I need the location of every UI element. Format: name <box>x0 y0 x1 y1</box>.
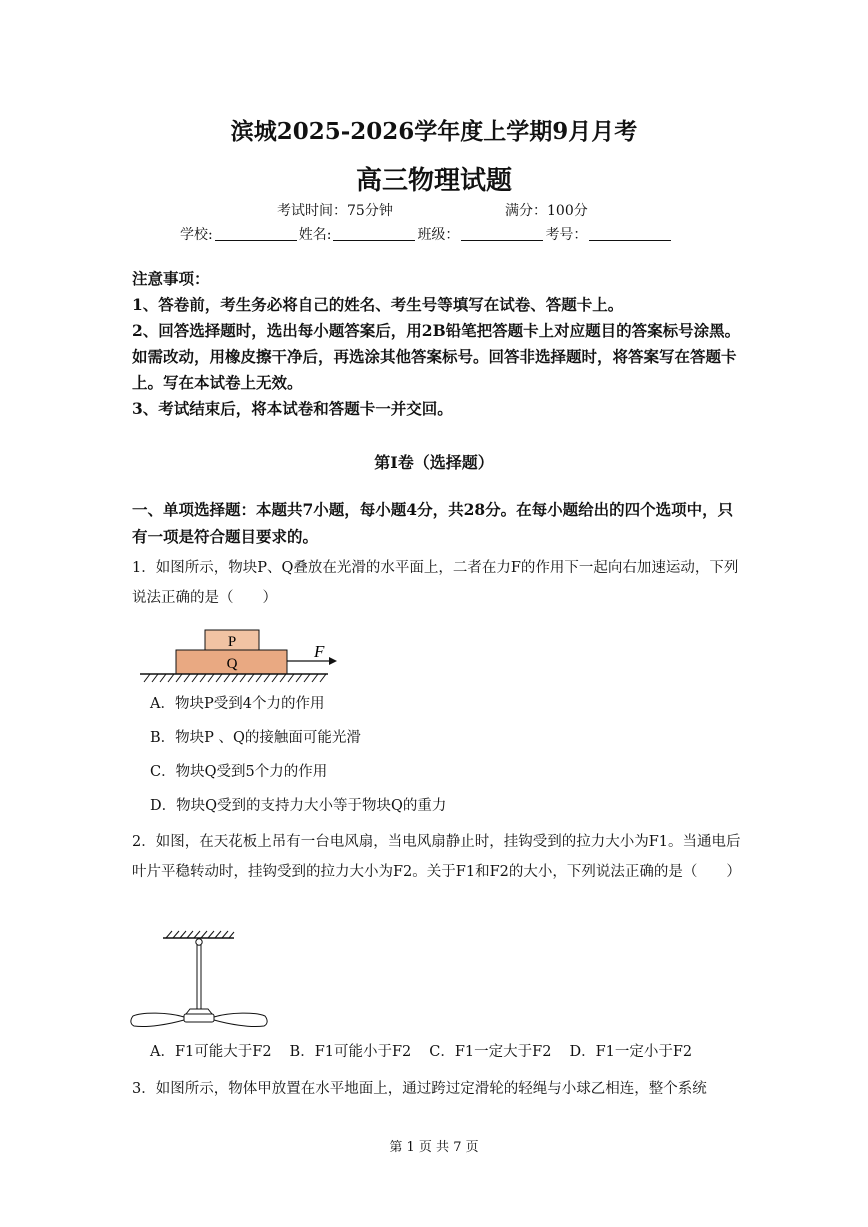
notes-block <box>132 266 742 422</box>
name-label: 姓名: <box>298 227 332 243</box>
notes-heading: 注意事项： <box>132 269 210 288</box>
question-3-text: 3．如图所示，物体甲放置在水平地面上，通过跨过定滑轮的轻绳与小球乙相连，整个系统 <box>132 1081 707 1097</box>
force-arrow-head <box>329 657 337 665</box>
fan-motor <box>184 1014 214 1022</box>
exam-time: 考试时间：75分钟 <box>277 203 393 219</box>
school-blank <box>215 226 297 241</box>
q2-option-a: A．F1可能大于F2 <box>150 1044 272 1060</box>
notes-item: 1、答卷前，考生务必将自己的姓名、考生号等填写在试卷、答题卡上。 <box>132 295 624 314</box>
exam-subtitle: 高三物理试题 <box>355 166 512 196</box>
question-1-text: 1．如图所示，物块P、Q叠放在光滑的水平面上，二者在力F的作用下一起向右加速运动，下列说法正确的是（ ） <box>132 560 739 606</box>
q1-option-b: B．物块P 、Q的接触面可能光滑 <box>150 730 361 746</box>
label-p: P <box>227 634 237 650</box>
section-title: 第Ⅰ卷（选择题） <box>374 453 494 472</box>
page-footer: 第 1 页 共 7 页 <box>389 1140 479 1155</box>
school-label: 学校: <box>180 227 213 243</box>
ground-hatching <box>144 674 326 682</box>
q2-fan-diagram <box>128 928 273 1033</box>
name-blank <box>333 226 415 241</box>
hook <box>196 939 202 945</box>
notes-item: 3、考试结束后，将本试卷和答题卡一并交回。 <box>132 399 453 418</box>
notes-item: 2、回答选择题时，选出每小题答案后，用2B铅笔把答题卡上对应题目的答案标号涂黑。如需改动，用橡皮擦干净后，再选涂其他答案标号。回答非选择题时，将答案写在答题卡上。写在本试卷上无效。 <box>132 321 741 392</box>
id-label: 考号： <box>545 227 588 243</box>
q2-option-b: B．F1可能小于F2 <box>289 1044 412 1060</box>
q2-option-c: C．F1一定大于F2 <box>429 1044 552 1060</box>
q1-option-d: D．物块Q受到的支持力大小等于物块Q的重力 <box>150 798 447 814</box>
exam-title: 滨城2025-2026学年度上学期9月月考 <box>230 118 638 145</box>
question-2-text: 2．如图，在天花板上吊有一台电风扇，当电风扇静止时，挂钩受到的拉力大小为F1。当通电后叶片平稳转动时，挂钩受到的拉力大小为F2。关于F1和F2的大小，下列说法正确的是（ ） <box>132 834 741 880</box>
exam-score: 满分：100分 <box>505 203 588 219</box>
fan-motor-top <box>186 1009 212 1014</box>
id-blank <box>589 226 671 241</box>
q1-block-diagram <box>140 625 350 685</box>
q2-option-d: D．F1一定小于F2 <box>569 1044 693 1060</box>
q2-options-row <box>150 1040 710 1061</box>
label-f: F <box>314 642 325 661</box>
label-q: Q <box>226 656 238 672</box>
class-blank <box>461 226 543 241</box>
ceiling-hatching <box>166 931 234 938</box>
q1-option-c: C．物块Q受到5个力的作用 <box>150 764 328 780</box>
part-description: 一、单项选择题：本题共7小题，每小题4分，共28分。在每小题给出的四个选项中，只有一项是符合题目要求的。 <box>132 500 734 546</box>
fan-blade-right <box>214 1013 267 1026</box>
q1-option-a: A．物块P受到4个力的作用 <box>150 696 325 712</box>
student-info-row <box>180 224 673 244</box>
fan-blade-left <box>131 1013 184 1026</box>
class-label: 班级： <box>417 227 460 243</box>
